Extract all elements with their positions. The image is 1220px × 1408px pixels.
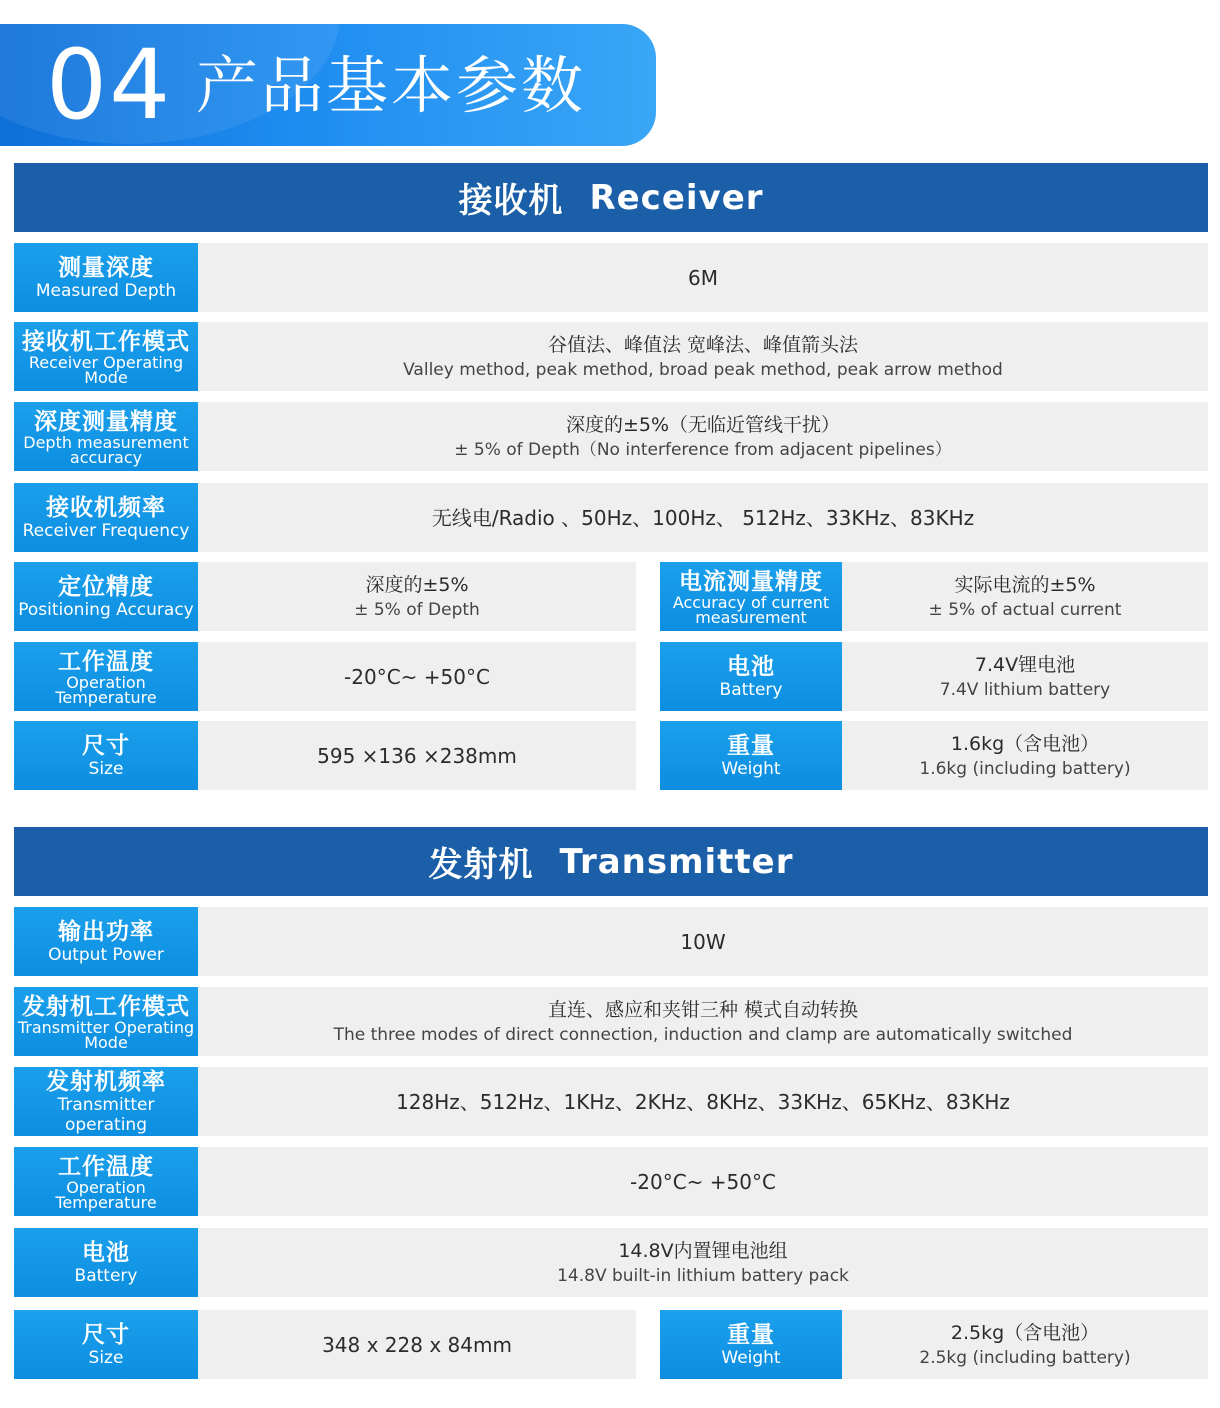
receiver-header-en: Receiver bbox=[589, 177, 764, 218]
row-label: 接收机频率 Receiver Frequency bbox=[14, 483, 198, 552]
row-value: 实际电流的±5% ± 5% of actual current bbox=[842, 562, 1208, 631]
receiver-row-depth-accuracy bbox=[14, 402, 1208, 471]
row-label: 尺寸 Size bbox=[14, 721, 198, 790]
row-value: 1.6kg（含电池） 1.6kg (including battery) bbox=[842, 721, 1208, 790]
row-label: 测量深度 Measured Depth bbox=[14, 243, 198, 312]
row-label: 输出功率 Output Power bbox=[14, 907, 198, 976]
row-value: 348 x 228 x 84mm bbox=[198, 1310, 636, 1379]
row-label: 尺寸 Size bbox=[14, 1310, 198, 1379]
transmitter-row-frequency bbox=[14, 1067, 1208, 1136]
row-value: 7.4V锂电池 7.4V lithium battery bbox=[842, 642, 1208, 711]
row-label: 重量 Weight bbox=[660, 721, 842, 790]
transmitter-header bbox=[14, 827, 1208, 896]
row-value: 14.8V内置锂电池组 14.8V built-in lithium battery pack bbox=[198, 1228, 1208, 1297]
row-label: 发射机频率 Transmitter operating bbox=[14, 1067, 198, 1136]
receiver-row-temperature-battery bbox=[14, 642, 1208, 711]
row-value: 128Hz、512Hz、1KHz、2KHz、8KHz、33KHz、65KHz、83KHz bbox=[198, 1067, 1208, 1136]
transmitter-header-zh: 发射机 bbox=[428, 845, 534, 885]
row-label: 工作温度 Operation Temperature bbox=[14, 642, 198, 711]
transmitter-row-operating-mode bbox=[14, 987, 1208, 1056]
receiver-row-measured-depth bbox=[14, 243, 1208, 312]
row-label: 重量 Weight bbox=[660, 1310, 842, 1379]
row-label: 电池 Battery bbox=[660, 642, 842, 711]
receiver-header-zh: 接收机 bbox=[458, 181, 564, 221]
row-label: 电流测量精度 Accuracy of current measurement bbox=[660, 562, 842, 631]
row-value: 谷值法、峰值法 宽峰法、峰值箭头法 Valley method, peak method, broad peak method, peak arrow method bbox=[198, 322, 1208, 391]
row-label: 定位精度 Positioning Accuracy bbox=[14, 562, 198, 631]
receiver-row-frequency bbox=[14, 483, 1208, 552]
row-label: 工作温度 Operation Temperature bbox=[14, 1147, 198, 1216]
transmitter-row-temperature bbox=[14, 1147, 1208, 1216]
transmitter-row-battery bbox=[14, 1228, 1208, 1297]
row-label: 发射机工作模式 Transmitter Operating Mode bbox=[14, 987, 198, 1056]
receiver-row-operating-mode bbox=[14, 322, 1208, 391]
transmitter-header-en: Transmitter bbox=[559, 841, 794, 882]
row-label: 接收机工作模式 Receiver Operating Mode bbox=[14, 322, 198, 391]
section-title: 产品基本参数 bbox=[196, 49, 587, 122]
transmitter-row-output-power bbox=[14, 907, 1208, 976]
row-value: 2.5kg（含电池） 2.5kg (including battery) bbox=[842, 1310, 1208, 1379]
row-label: 电池 Battery bbox=[14, 1228, 198, 1297]
row-value: 深度的±5% ± 5% of Depth bbox=[198, 562, 636, 631]
row-value: 10W bbox=[198, 907, 1208, 976]
transmitter-row-size-weight bbox=[14, 1310, 1208, 1379]
row-value: 直连、感应和夹钳三种 模式自动转换 The three modes of direct connection, induction and clamp are automatically switched bbox=[198, 987, 1208, 1056]
receiver-row-positioning-current bbox=[14, 562, 1208, 631]
section-banner bbox=[0, 24, 656, 146]
row-value: 6M bbox=[198, 243, 1208, 312]
row-value: 无线电/Radio 、50Hz、100Hz、 512Hz、33KHz、83KHz bbox=[198, 483, 1208, 552]
receiver-header bbox=[14, 163, 1208, 232]
row-value: 深度的±5%（无临近管线干扰） ± 5% of Depth（No interference from adjacent pipelines） bbox=[198, 402, 1208, 471]
receiver-row-size-weight bbox=[14, 721, 1208, 790]
row-value: -20°C~ +50°C bbox=[198, 642, 636, 711]
row-value: 595 ×136 ×238mm bbox=[198, 721, 636, 790]
row-value: -20°C~ +50°C bbox=[198, 1147, 1208, 1216]
row-label: 深度测量精度 Depth measurement accuracy bbox=[14, 402, 198, 471]
section-number: 04 bbox=[46, 29, 173, 141]
